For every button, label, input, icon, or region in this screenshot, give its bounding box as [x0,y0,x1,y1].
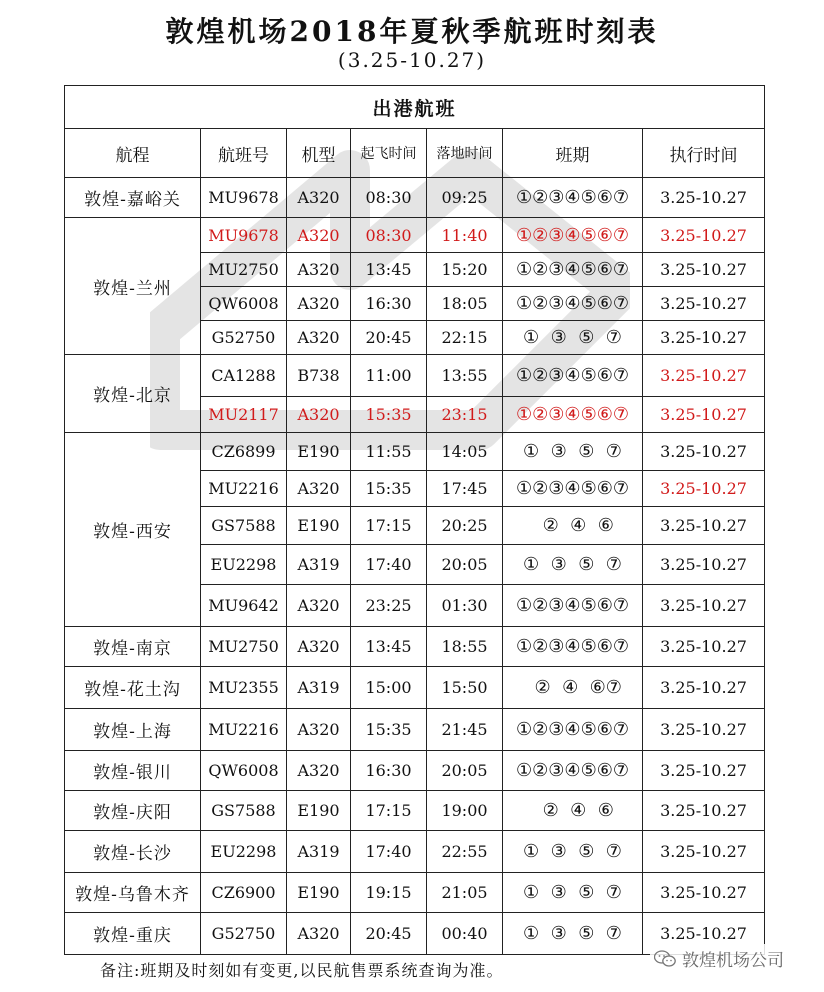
route-cell: 敦煌-重庆 [65,913,201,955]
flight-number: GS7588 [201,507,287,545]
effective-period: 3.25-10.27 [643,913,765,955]
flight-number: MU9642 [201,585,287,627]
flight-number: CZ6899 [201,433,287,471]
table-row [65,791,765,831]
aircraft-type: E190 [287,791,351,831]
departure-time: 08:30 [351,218,427,253]
operating-days: ① ③ ⑤ ⑦ [503,913,643,955]
aircraft-type: E190 [287,433,351,471]
departure-time: 20:45 [351,321,427,355]
header-aircraft: 机型 [287,129,351,178]
arrival-time: 15:50 [427,667,503,709]
aircraft-type: A320 [287,321,351,355]
header-row [65,129,765,178]
route-cell: 敦煌-南京 [65,627,201,667]
table-row [65,355,765,397]
operating-days: ①②③④⑤⑥⑦ [503,178,643,218]
route-cell: 敦煌-长沙 [65,831,201,873]
operating-days: ①②③④⑤⑥⑦ [503,287,643,321]
arrival-time: 21:05 [427,873,503,913]
operating-days: ① ③ ⑤ ⑦ [503,321,643,355]
departure-time: 15:35 [351,709,427,751]
flight-number: MU9678 [201,218,287,253]
table-row [65,433,765,471]
flight-number: CZ6900 [201,873,287,913]
table-row [65,709,765,751]
aircraft-type: A320 [287,585,351,627]
departure-time: 17:15 [351,791,427,831]
aircraft-type: A320 [287,253,351,287]
aircraft-type: A320 [287,287,351,321]
operating-days: ①②③④⑤⑥⑦ [503,751,643,791]
arrival-time: 18:05 [427,287,503,321]
flight-number: MU2216 [201,709,287,751]
header-flight: 航班号 [201,129,287,178]
effective-period: 3.25-10.27 [643,791,765,831]
table-row [65,667,765,709]
departure-time: 15:35 [351,397,427,433]
departure-time: 11:55 [351,433,427,471]
section-title: 出港航班 [65,86,765,129]
effective-period: 3.25-10.27 [643,545,765,585]
arrival-time: 20:25 [427,507,503,545]
aircraft-type: B738 [287,355,351,397]
flight-number: MU2216 [201,471,287,507]
operating-days: ①②③④⑤⑥⑦ [503,397,643,433]
departure-time: 11:00 [351,355,427,397]
flight-number: G52750 [201,913,287,955]
arrival-time: 20:05 [427,545,503,585]
aircraft-type: E190 [287,507,351,545]
aircraft-type: E190 [287,873,351,913]
effective-period: 3.25-10.27 [643,397,765,433]
effective-period: 3.25-10.27 [643,433,765,471]
route-cell: 敦煌-庆阳 [65,791,201,831]
effective-period: 3.25-10.27 [643,667,765,709]
flight-number: MU2750 [201,253,287,287]
table-row [65,873,765,913]
operating-days: ① ③ ⑤ ⑦ [503,545,643,585]
arrival-time: 22:55 [427,831,503,873]
flight-schedule-table [64,85,765,955]
route-cell: 敦煌-北京 [65,355,201,433]
flight-number: G52750 [201,321,287,355]
effective-period: 3.25-10.27 [643,627,765,667]
aircraft-type: A320 [287,709,351,751]
arrival-time: 22:15 [427,321,503,355]
operating-days: ①②③④⑤⑥⑦ [503,709,643,751]
departure-time: 23:25 [351,585,427,627]
header-departure: 起飞时间 [351,129,427,178]
flight-number: MU2117 [201,397,287,433]
table-row [65,831,765,873]
arrival-time: 19:00 [427,791,503,831]
aircraft-type: A319 [287,545,351,585]
flight-number: MU2355 [201,667,287,709]
effective-period: 3.25-10.27 [643,831,765,873]
operating-days: ①②③④⑤⑥⑦ [503,471,643,507]
header-arrival: 落地时间 [427,129,503,178]
flight-number: QW6008 [201,287,287,321]
route-cell: 敦煌-银川 [65,751,201,791]
operating-days: ①②③④⑤⑥⑦ [503,355,643,397]
page-title: 敦煌机场2018年夏秋季航班时刻表 [165,15,659,48]
route-cell: 敦煌-兰州 [65,218,201,355]
table-row [65,627,765,667]
arrival-time: 18:55 [427,627,503,667]
effective-period: 3.25-10.27 [643,178,765,218]
arrival-time: 21:45 [427,709,503,751]
flight-number: EU2298 [201,545,287,585]
operating-days: ② ④ ⑥⑦ [503,667,643,709]
arrival-time: 00:40 [427,913,503,955]
arrival-time: 13:55 [427,355,503,397]
flight-number: MU9678 [201,178,287,218]
page-subtitle: (3.25-10.27) [337,48,487,72]
operating-days: ② ④ ⑥ [503,507,643,545]
operating-days: ① ③ ⑤ ⑦ [503,873,643,913]
arrival-time: 15:20 [427,253,503,287]
flight-number: CA1288 [201,355,287,397]
effective-period: 3.25-10.27 [643,355,765,397]
operating-days: ①②③④⑤⑥⑦ [503,585,643,627]
wechat-icon [654,950,676,968]
arrival-time: 20:05 [427,751,503,791]
operating-days: ①②③④⑤⑥⑦ [503,253,643,287]
operating-days: ② ④ ⑥ [503,791,643,831]
header-period: 执行时间 [643,129,765,178]
departure-time: 17:40 [351,545,427,585]
route-cell: 敦煌-花土沟 [65,667,201,709]
effective-period: 3.25-10.27 [643,585,765,627]
effective-period: 3.25-10.27 [643,253,765,287]
aircraft-type: A320 [287,471,351,507]
arrival-time: 01:30 [427,585,503,627]
operating-days: ①②③④⑤⑥⑦ [503,218,643,253]
effective-period: 3.25-10.27 [643,218,765,253]
flight-number: EU2298 [201,831,287,873]
departure-time: 17:40 [351,831,427,873]
effective-period: 3.25-10.27 [643,321,765,355]
route-cell: 敦煌-上海 [65,709,201,751]
flight-number: GS7588 [201,791,287,831]
arrival-time: 09:25 [427,178,503,218]
flight-number: QW6008 [201,751,287,791]
arrival-time: 11:40 [427,218,503,253]
departure-time: 20:45 [351,913,427,955]
header-route: 航程 [65,129,201,178]
arrival-time: 14:05 [427,433,503,471]
operating-days: ①②③④⑤⑥⑦ [503,627,643,667]
aircraft-type: A320 [287,178,351,218]
effective-period: 3.25-10.27 [643,471,765,507]
table-row [65,218,765,253]
wechat-label: 敦煌机场公司 [682,951,784,971]
departure-time: 17:15 [351,507,427,545]
departure-time: 16:30 [351,287,427,321]
wechat-account [650,944,788,973]
operating-days: ① ③ ⑤ ⑦ [503,831,643,873]
footnote: 备注:班期及时刻如有变更,以民航售票系统查询为准。 [100,961,504,980]
table-row [65,751,765,791]
departure-time: 13:45 [351,627,427,667]
route-cell: 敦煌-乌鲁木齐 [65,873,201,913]
departure-time: 16:30 [351,751,427,791]
aircraft-type: A320 [287,913,351,955]
departure-time: 08:30 [351,178,427,218]
effective-period: 3.25-10.27 [643,751,765,791]
table-row [65,178,765,218]
aircraft-type: A320 [287,397,351,433]
schedule-body [65,178,765,955]
aircraft-type: A319 [287,667,351,709]
route-cell: 敦煌-嘉峪关 [65,178,201,218]
departure-time: 19:15 [351,873,427,913]
effective-period: 3.25-10.27 [643,507,765,545]
header-days: 班期 [503,129,643,178]
arrival-time: 23:15 [427,397,503,433]
effective-period: 3.25-10.27 [643,287,765,321]
departure-time: 15:35 [351,471,427,507]
operating-days: ① ③ ⑤ ⑦ [503,433,643,471]
aircraft-type: A319 [287,831,351,873]
arrival-time: 17:45 [427,471,503,507]
aircraft-type: A320 [287,218,351,253]
aircraft-type: A320 [287,751,351,791]
departure-time: 15:00 [351,667,427,709]
flight-number: MU2750 [201,627,287,667]
effective-period: 3.25-10.27 [643,709,765,751]
route-cell: 敦煌-西安 [65,433,201,627]
effective-period: 3.25-10.27 [643,873,765,913]
aircraft-type: A320 [287,627,351,667]
departure-time: 13:45 [351,253,427,287]
